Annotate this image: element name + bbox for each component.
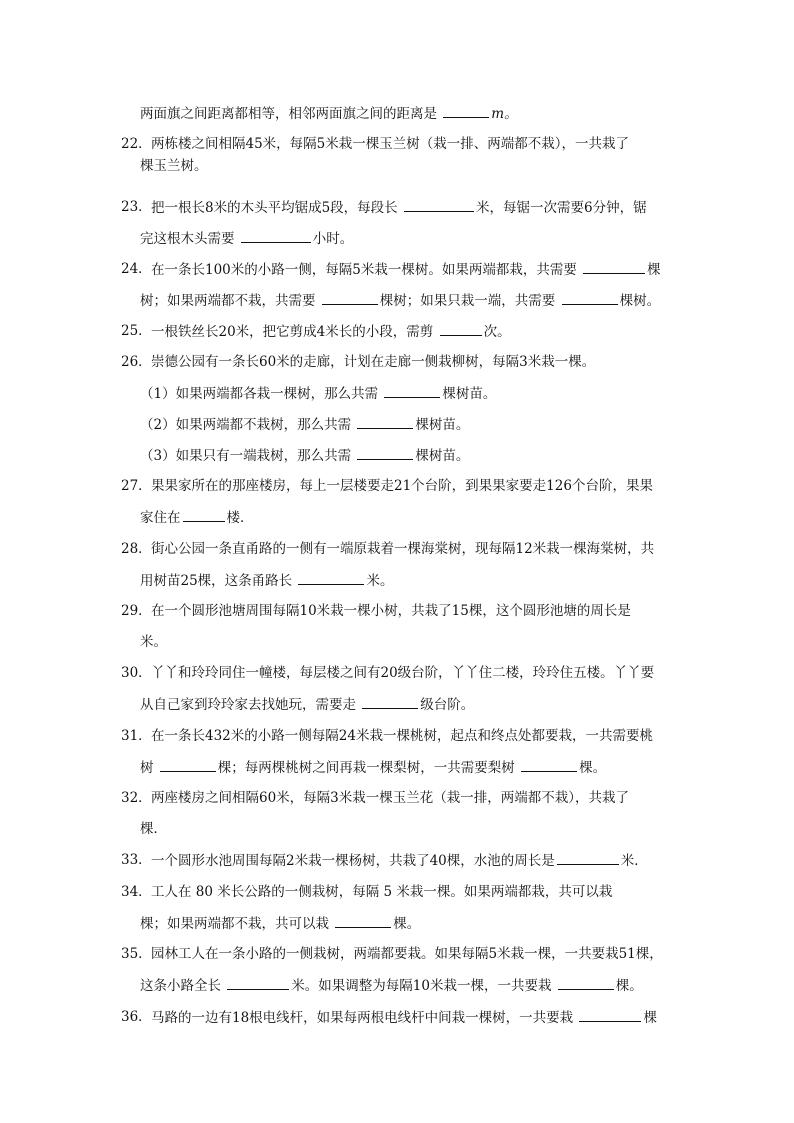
- q35-answer-blank-1[interactable]: [227, 975, 289, 990]
- q25-text-2: 次。: [483, 324, 511, 340]
- q27-answer-blank[interactable]: [183, 507, 225, 522]
- q24-answer-blank-1[interactable]: [583, 259, 645, 274]
- q32-number: 32．: [121, 790, 152, 806]
- q30-answer-blank[interactable]: [362, 694, 418, 709]
- q23-number: 23．: [121, 199, 152, 215]
- q26-text: 崇德公园有一条长60米的走廊，计划在走廊一侧栽柳树，每隔3米栽一棵。: [151, 354, 596, 370]
- q30-text-3: 级台阶。: [420, 697, 475, 713]
- q33-number: 33．: [121, 852, 152, 868]
- q26-sub2-text: （2）如果两端都不栽树，那么共需: [140, 417, 352, 433]
- q26-sub1-answer-blank[interactable]: [384, 383, 440, 398]
- q28-number: 28．: [121, 541, 152, 557]
- q31-text-3: 棵；每两棵桃树之间再栽一棵梨树，一共需要梨树: [217, 760, 515, 776]
- q26-sub1-text: （1）如果两端都各栽一棵树，那么共需: [140, 386, 379, 402]
- q32-text-1: 两座楼房之间相隔60米，每隔3米栽一棵玉兰花（栽一排，两端都不栽），共栽了: [151, 790, 630, 806]
- q31-answer-blank-1[interactable]: [160, 757, 216, 772]
- q35-text-1: 园林工人在一条小路的一侧栽树，两端都要栽。如果每隔5米栽一棵，一共要栽51棵，: [151, 946, 663, 962]
- q34-text-2: 棵；如果两端都不栽，共可以栽: [140, 916, 329, 932]
- q31-number: 31．: [121, 728, 152, 744]
- q26-sub2-unit: 棵树苗。: [415, 417, 470, 433]
- q30-text-1: 丫丫和玲玲同住一幢楼，每层楼之间有20级台阶，丫丫住二楼，玲玲住五楼。丫丫要: [151, 665, 655, 681]
- q23-text-3: 完这根木头需要: [140, 231, 235, 247]
- q36-text-1: 马路的一边有18根电线杆，如果每两根电线杆中间栽一棵树，一共要栽: [151, 1010, 574, 1026]
- q23-text-4: 小时。: [312, 231, 354, 247]
- q24-text-4: 棵树；如果只栽一端，共需要: [379, 293, 556, 309]
- q28-text-1: 街心公园一条直甬路的一侧有一端原栽着一棵海棠树，现每隔12米栽一棵海棠树，共: [151, 541, 655, 557]
- q29-text-1: 在一个圆形池塘周围每隔10米栽一棵小树，共栽了15棵，这个圆形池塘的周长是: [151, 603, 631, 619]
- q24-text-2: 棵: [647, 262, 661, 278]
- q31-text-2: 树: [140, 760, 154, 776]
- q36-number: 36．: [121, 1009, 152, 1025]
- q24-answer-blank-3[interactable]: [562, 290, 618, 305]
- q33-text-1: 一个圆形水池周围每隔2米栽一棵杨树，共栽了40棵，水池的周长是: [151, 853, 555, 869]
- q26-sub3-text: （3）如果只有一端栽树，那么共需: [140, 448, 352, 464]
- q35-answer-blank-2[interactable]: [558, 975, 614, 990]
- q31-answer-blank-2[interactable]: [521, 757, 577, 772]
- q33-answer-blank[interactable]: [557, 850, 619, 865]
- q26-sub2-answer-blank[interactable]: [357, 414, 413, 429]
- q27-text-2: 家住在: [140, 510, 181, 526]
- q21-unit: m。: [491, 106, 518, 122]
- q26-sub3-unit: 棵树苗。: [415, 448, 470, 464]
- q34-text-1: 工人在 80 米长公路的一侧栽树，每隔 5 米栽一棵。如果两端都栽，共可以栽: [151, 884, 613, 900]
- q23-answer-blank-2[interactable]: [241, 228, 311, 243]
- q28-answer-blank[interactable]: [298, 570, 364, 585]
- q22-text: 两栋楼之间相隔45米，每隔5米栽一棵玉兰树（栽一排、两端都不栽），一共栽了: [151, 136, 630, 152]
- q23-text-1: 把一根长8米的木头平均锯成5段，每段长: [151, 200, 398, 216]
- q25-answer-blank[interactable]: [440, 321, 482, 336]
- q28-text-3: 米。: [366, 573, 394, 589]
- q26-sub1-unit: 棵树苗。: [442, 386, 497, 402]
- q21-answer-blank[interactable]: [443, 103, 489, 118]
- q24-text-5: 棵树。: [619, 293, 661, 309]
- q36-answer-blank[interactable]: [579, 1007, 641, 1022]
- q30-text-2: 从自己家到玲玲家去找她玩，需要走: [140, 697, 356, 713]
- q23-answer-blank-1[interactable]: [404, 197, 474, 212]
- q26-sub3-answer-blank[interactable]: [357, 445, 413, 460]
- q24-text-3: 树；如果两端都不栽，共需要: [140, 293, 316, 309]
- q33-text-2: 米．: [620, 853, 648, 869]
- q27-text-3: 楼．: [226, 510, 254, 526]
- q24-answer-blank-2[interactable]: [322, 290, 378, 305]
- q29-text-2: 米。: [140, 634, 167, 650]
- q35-text-4: 棵。: [615, 978, 643, 994]
- q23-text-2: 米，每锯一次需要6分钟，锯: [475, 200, 647, 216]
- q28-text-2: 用树苗25棵，这条甬路长: [140, 573, 293, 589]
- q24-number: 24．: [121, 261, 152, 277]
- q25-number: 25．: [121, 323, 152, 339]
- q34-answer-blank[interactable]: [335, 913, 391, 928]
- q29-number: 29．: [121, 603, 152, 619]
- q36-text-2: 棵: [643, 1010, 657, 1026]
- q26-number: 26．: [121, 354, 152, 370]
- q35-text-2: 这条小路全长: [140, 978, 221, 994]
- q22-text-2: 棵玉兰树。: [140, 158, 208, 174]
- q32-text-2: 棵．: [140, 821, 167, 837]
- q34-number: 34．: [121, 884, 152, 900]
- q30-number: 30．: [121, 665, 152, 681]
- q25-text-1: 一根铁丝长20米，把它剪成4米长的小段，需剪: [151, 324, 434, 340]
- q21-text: 两面旗之间距离都相等，相邻两面旗之间的距离是: [140, 106, 437, 122]
- q22-number: 22．: [121, 136, 152, 152]
- q27-text-1: 果果家所在的那座楼房，每上一层楼要走21个台阶，到果果家要走126个台阶，果果: [151, 478, 653, 494]
- q34-text-3: 棵。: [393, 916, 421, 932]
- q31-text-4: 棵。: [579, 760, 607, 776]
- q31-text-1: 在一条长432米的小路一侧每隔24米栽一棵桃树，起点和终点处都要栽，一共需要桃: [151, 728, 653, 744]
- q27-number: 27．: [121, 478, 152, 494]
- q24-text-1: 在一条长100米的小路一侧，每隔5米栽一棵树。如果两端都栽，共需要: [151, 262, 577, 278]
- q35-text-3: 米。如果调整为每隔10米栽一棵，一共要栽: [291, 978, 552, 994]
- q35-number: 35．: [121, 946, 152, 962]
